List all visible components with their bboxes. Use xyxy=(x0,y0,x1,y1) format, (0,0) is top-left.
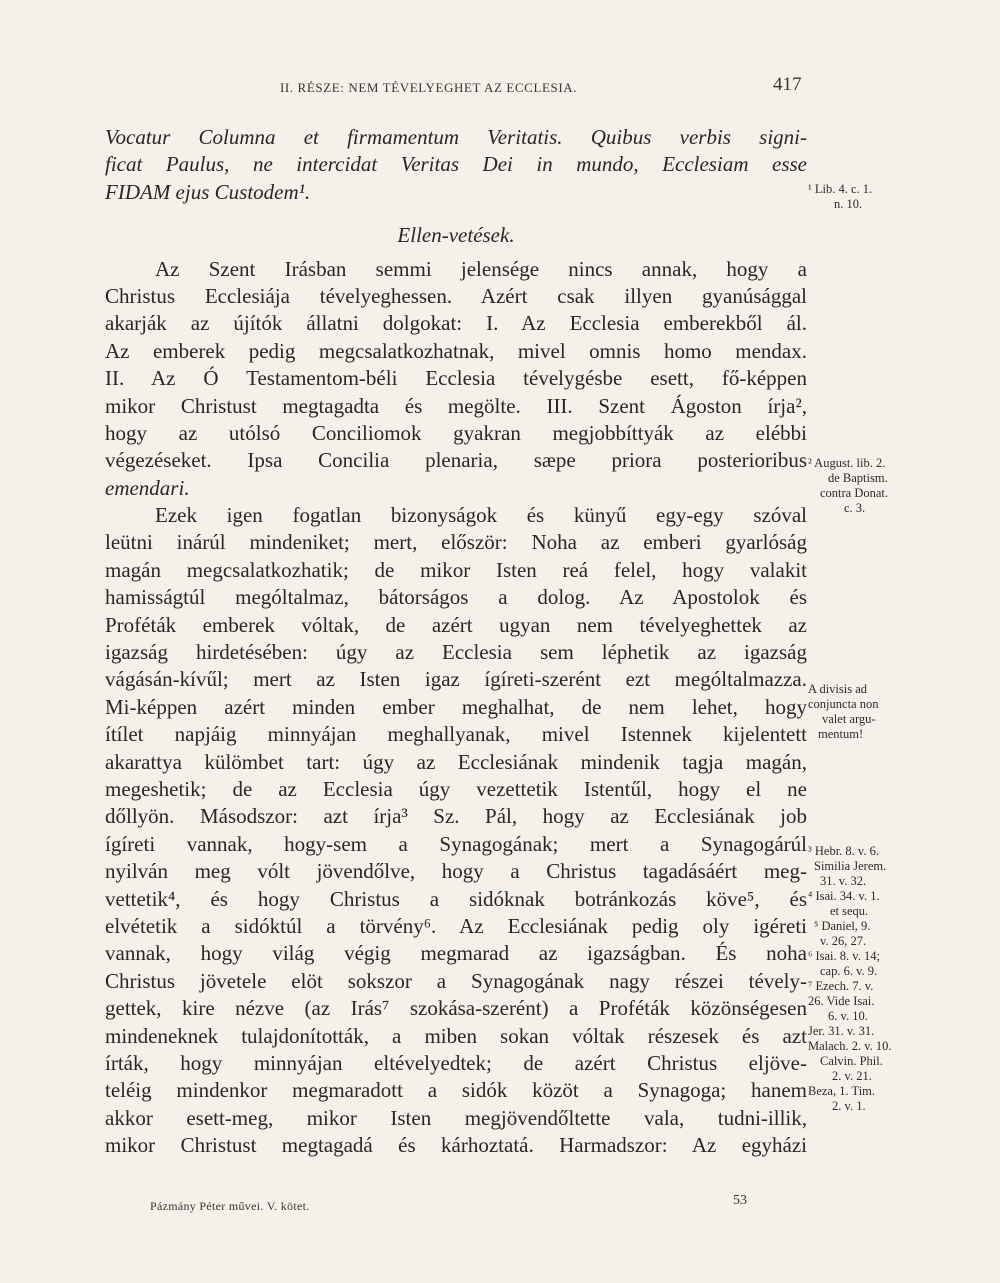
text-line: vettetik⁴, és hogy Christus a sidóknak botránkozás köve⁵, és xyxy=(105,886,807,911)
text-line: mindeneknek tulajdonították, a miben sokan vóltak részesek és azt xyxy=(105,1023,807,1048)
margin-line: Jer. 31. v. 31. xyxy=(808,1024,875,1038)
margin-line: 31. v. 32. xyxy=(820,874,867,888)
text-line: hamisságtúl mególtalmaz, bátorságos a dolog. Az Apostolok és xyxy=(105,585,807,610)
text-line: akkor esett-meg, mikor Isten megjövendőltette vala, tudni-illik, xyxy=(105,1105,807,1130)
text-line: leütni inárúl mindeniket; mert, először: Noha az emberi gyarlóság xyxy=(105,530,807,555)
text-line: megeshetik; de az Ecclesia úgy vezettetik Istentűl, hogy el ne xyxy=(105,776,807,801)
text-line: emendari. xyxy=(105,475,190,500)
margin-line: 26. Vide Isai. xyxy=(808,994,875,1008)
margin-line: et sequ. xyxy=(830,904,869,918)
text-line: hogy az utólsó Conciliomok gyakran megjobbíttyák az elébbi xyxy=(105,420,807,445)
text-line: gettek, kire nézve (az Irás⁷ szokása-szerént) a Proféták közönségesen xyxy=(105,996,807,1021)
margin-line: conjuncta non xyxy=(808,697,879,711)
text-line: Christus jövetele elöt sokszor a Synagogának nagy részei tévely- xyxy=(105,968,807,993)
text-line: Christus Ecclesiája tévelyeghessen. Azért csak illyen gyanúsággal xyxy=(105,283,807,308)
margin-line: 6. v. 10. xyxy=(828,1009,868,1023)
text-line: írták, hogy minnyájan eltévelyedtek; de azért Christus eljöve- xyxy=(105,1050,807,1075)
margin-line: ³ Hebr. 8. v. 6. xyxy=(808,844,879,858)
running-head: II. RÉSZE: NEM TÉVELYEGHET AZ ECCLESIA. xyxy=(280,80,578,95)
margin-line: A divisis ad xyxy=(808,682,868,696)
margin-line: c. 3. xyxy=(844,501,866,515)
text-line: Ezek igen fogatlan bizonyságok és künyű egy-egy szóval xyxy=(155,503,807,528)
margin-line: Beza, 1. Tim. xyxy=(808,1084,876,1098)
margin-line: Malach. 2. v. 10. xyxy=(808,1039,892,1053)
signature-mark: 53 xyxy=(733,1193,747,1208)
margin-line: v. 26, 27. xyxy=(820,934,867,948)
text-line: ficat Paulus, ne intercidat Veritas Dei in mundo, Ecclesiam esse xyxy=(105,152,807,177)
text-line: ígíreti vannak, hogy-sem a Synagogának; mert a Synagogárúl xyxy=(105,831,807,856)
page-number: 417 xyxy=(773,74,802,95)
text-line: Az emberek pedig megcsalatkozhatnak, mivel omnis homo mendax. xyxy=(105,338,807,363)
margin-line: valet argu- xyxy=(822,712,876,726)
margin-notes-lower xyxy=(808,844,908,1114)
margin-line: contra Donat. xyxy=(820,486,889,500)
margin-line: ⁵ Daniel, 9. xyxy=(814,919,871,933)
text-line: végezéseket. Ipsa Concilia plenaria, sæpe priora posterioribus xyxy=(105,448,807,473)
margin-line: Similia Jerem. xyxy=(814,859,887,873)
main-text xyxy=(105,124,807,1159)
text-line: vannak, hogy világ végig megmarad az igazságban. És noha xyxy=(105,941,807,966)
text-line: magán megcsalatkozhatik; de mikor Isten reá felel, hogy valakit xyxy=(105,557,807,582)
margin-line: 2. v. 21. xyxy=(832,1069,872,1083)
text-line: Proféták emberek vóltak, de azért ugyan nem tévelyeghettek az xyxy=(105,612,807,637)
margin-line: mentum! xyxy=(818,727,864,741)
margin-line: n. 10. xyxy=(834,197,863,211)
footer-book-title: Pázmány Péter művei. V. kötet. xyxy=(150,1199,310,1213)
margin-line: ² August. lib. 2. xyxy=(808,456,886,470)
text-line: II. Az Ó Testamentom-béli Ecclesia tévelygésbe esett, fő-képpen xyxy=(105,366,807,391)
margin-line: ⁶ Isai. 8. v. 14; xyxy=(808,949,880,963)
margin-line: de Baptism. xyxy=(828,471,888,485)
margin-note-1 xyxy=(808,182,908,212)
text-line: ítílet napjáig minnyájan meghallyanak, mivel Istennek kijelentett xyxy=(105,722,807,747)
margin-line: 2. v. 1. xyxy=(832,1099,866,1113)
text-line: elvétetik a sidóktúl a törvény⁶. Az Ecclesiának pedig oly igéreti xyxy=(105,913,807,938)
text-line: akarják az újítók állatni dolgokat: I. Az Ecclesia emberekből ál. xyxy=(105,311,807,336)
text-line: dőllyön. Másodszor: azt írja³ Sz. Pál, hogy az Ecclesiának job xyxy=(105,804,807,829)
text-line: Az Szent Irásban semmi jelensége nincs annak, hogy a xyxy=(155,256,807,281)
margin-note-side xyxy=(808,682,908,742)
text-line: nyilván meg vólt jövendőlve, hogy a Christus tagadásáért meg- xyxy=(105,859,807,884)
text-line: mikor Christust megtagadta és megölte. III. Szent Ágoston írja², xyxy=(105,393,807,418)
margin-line: ⁴ Isai. 34. v. 1. xyxy=(808,889,880,903)
text-line: Vocatur Columna et firmamentum Veritatis. Quibus verbis signi- xyxy=(105,125,807,149)
text-line: FIDAM ejus Custodem¹. xyxy=(105,179,311,204)
margin-note-2 xyxy=(808,456,908,516)
section-heading: Ellen-vetések. xyxy=(397,223,515,248)
text-line: igazság hirdetésében: úgy az Ecclesia sem léphetik az igazság xyxy=(105,640,807,665)
margin-line: ⁷ Ezech. 7. v. xyxy=(808,979,874,993)
text-line: mikor Christust megtagadá és kárhoztatá. Harmadszor: Az egyházi xyxy=(105,1133,807,1158)
text-line: akarattya külömbet tart: úgy az Ecclesiának mindenik tagja magán, xyxy=(105,749,807,774)
margin-line: ¹ Lib. 4. c. 1. xyxy=(808,182,873,196)
margin-line: cap. 6. v. 9. xyxy=(820,964,878,978)
text-line: teléig mindenkor megmaradott a sidók közöt a Synagoga; hanem xyxy=(105,1078,807,1103)
text-line: vágásán-kívűl; mert az Isten igaz ígíreti-szerént ezt mególtalmazza. xyxy=(105,667,807,692)
text-line: Mi-képpen azért minden ember meghalhat, de nem lehet, hogy xyxy=(105,694,807,719)
margin-line: Calvin. Phil. xyxy=(820,1054,883,1068)
